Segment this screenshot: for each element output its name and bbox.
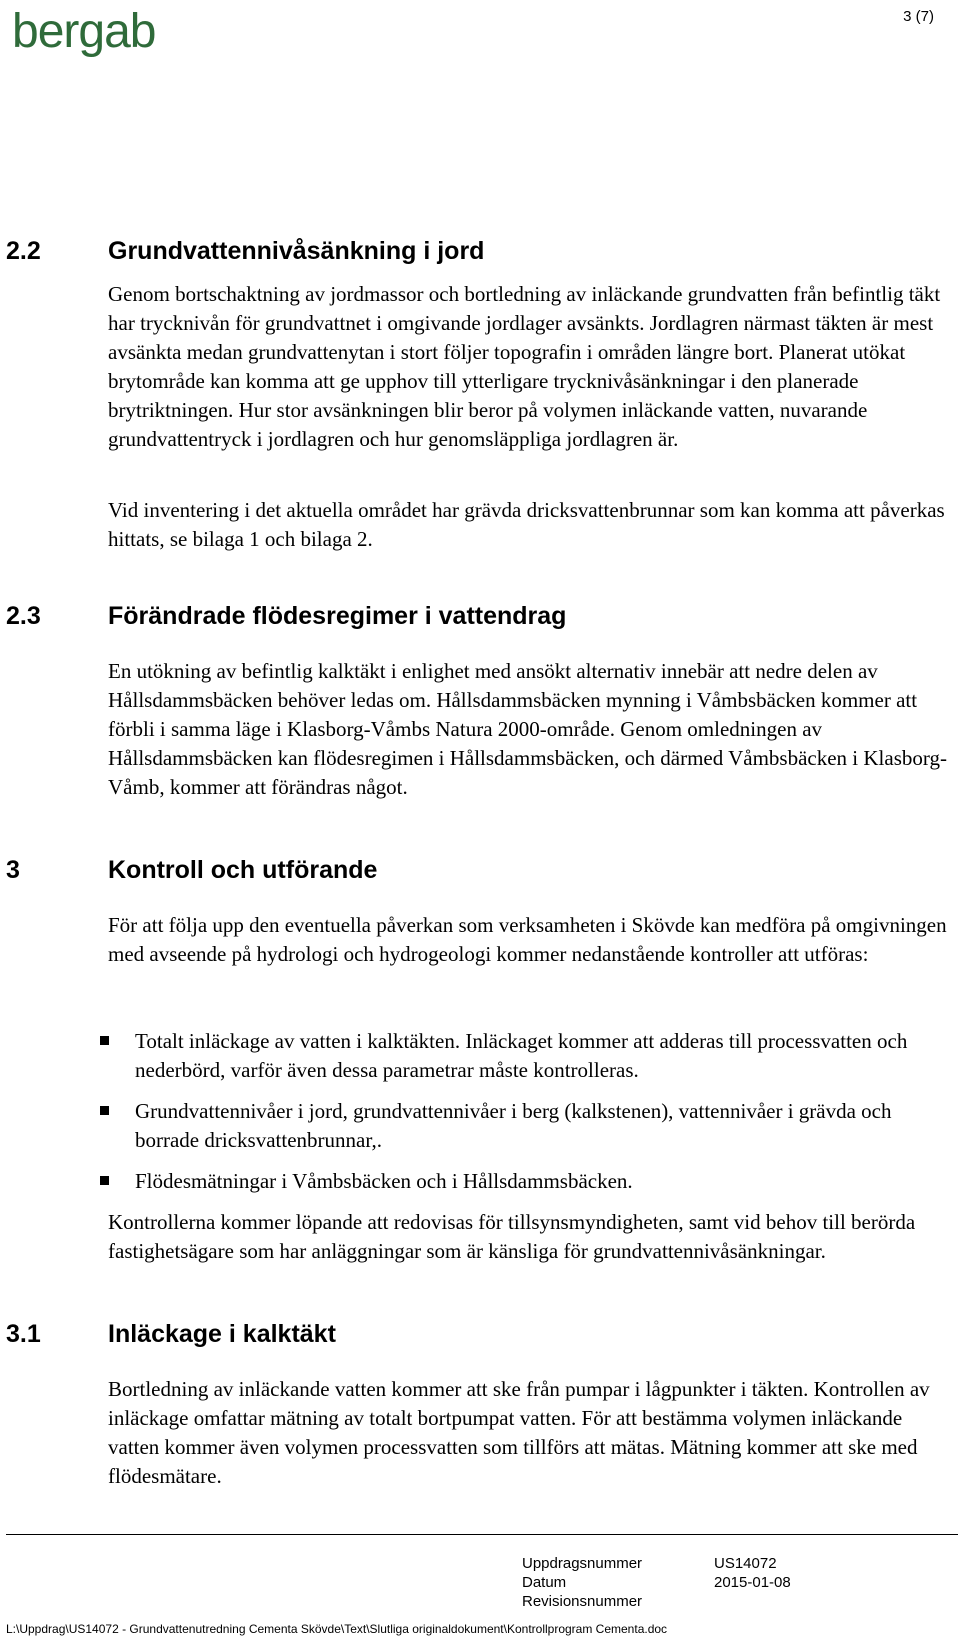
list-item — [100, 1027, 948, 1085]
heading-2-2 — [6, 236, 484, 266]
paragraph: Kontrollerna kommer löpande att redovisas för tillsynsmyndigheten, samt vid behov till berörda fastighetsägare som har anläggningar som är känsliga för grundvattennivåsänkningar. — [108, 1210, 916, 1263]
list-item-text: Grundvattennivåer i jord, grundvattennivåer i berg (kalkstenen), vattennivåer i grävda och borrade dricksvattenbrunnar,. — [135, 1099, 892, 1152]
paragraph: Genom bortschaktning av jordmassor och bortledning av inläckande grundvatten från befintlig täkt har trycknivån för grundvattnet i omgivande jordlager avsänkts. Jordlagren närmast täkten är mest avsänkta medan grundvattenytan i stort följer topografin i områden längre bort. Planerat utökat brytområde kan komma att ge upphov till ytterligare trycknivåsänkningar i den planerade brytriktningen. Hur stor avsänkningen blir beror på volymen inläckande vatten, nuvarande grundvattentryck i jordlagren och hur genomsläppliga jordlagren är. — [108, 282, 941, 451]
control-list — [100, 1027, 948, 1208]
paragraph: Vid inventering i det aktuella området har grävda dricksvattenbrunnar som kan komma att påverkas hittats, se bilaga 1 och bilaga 2. — [108, 498, 945, 551]
list-item-text: Flödesmätningar i Våmbsbäcken och i Hållsdammsbäcken. — [135, 1169, 633, 1193]
footer-value: 2015-01-08 — [714, 1574, 791, 1591]
heading-2-3 — [6, 601, 566, 631]
footer-label: Uppdragsnummer — [522, 1555, 643, 1572]
square-bullet-icon — [100, 1176, 109, 1185]
list-item — [100, 1167, 948, 1196]
square-bullet-icon — [100, 1106, 109, 1115]
file-path: L:\Uppdrag\US14072 - Grundvattenutredning Cementa Skövde\Text\Slutliga originaldokument\Kontrollprogram Cementa.doc — [6, 1622, 668, 1636]
heading-title: Förändrade flödesregimer i vattendrag — [108, 602, 567, 630]
heading-title: Kontroll och utförande — [108, 856, 378, 884]
paragraph: Bortledning av inläckande vatten kommer att ske från pumpar i lågpunkter i täkten. Kontrollen av inläckage omfattar mätning av totalt bortpumpat vatten. För att bestämma volymen inläckande vatten kommer även volymen processvatten som tillförs att mätas. Mätning kommer att ske med flödesmätare. — [108, 1377, 930, 1488]
footer-values — [714, 1554, 791, 1592]
footer-value: US14072 — [714, 1555, 777, 1572]
paragraph: En utökning av befintlig kalktäkt i enlighet med ansökt alternativ innebär att nedre delen av Hållsdammsbäcken behöver ledas om. Hållsdammsbäcken mynning i Våmbsbäcken kommer att förbli i samma läge i Klasborg-Våmbs Natura 2000-område. Genom omledningen av Hållsdammsbäcken kan flödesregimen i Hållsdammsbäcken, och därmed Våmbsbäcken i Klasborg-Våmb, kommer att förändras något. — [108, 659, 947, 799]
heading-3 — [6, 855, 377, 885]
square-bullet-icon — [100, 1036, 109, 1045]
footer-label: Datum — [522, 1574, 567, 1591]
footer-label: Revisionsnummer — [522, 1593, 643, 1610]
heading-number: 3 — [6, 856, 20, 884]
heading-number: 2.3 — [6, 602, 41, 630]
heading-number: 2.2 — [6, 237, 41, 265]
heading-title: Grundvattennivåsänkning i jord — [108, 237, 485, 265]
heading-number: 3.1 — [6, 1320, 41, 1348]
heading-title: Inläckage i kalktäkt — [108, 1320, 336, 1348]
paragraph: För att följa upp den eventuella påverkan som verksamheten i Skövde kan medföra på omgivningen med avseende på hydrologi och hydrogeologi kommer nedanstående kontroller att utföras: — [108, 913, 947, 966]
heading-3-1 — [6, 1319, 336, 1349]
list-item — [100, 1097, 948, 1155]
footer-labels — [522, 1554, 642, 1611]
company-logo: bergab — [12, 5, 156, 58]
footer-divider — [6, 1534, 958, 1535]
list-item-text: Totalt inläckage av vatten i kalktäkten. Inläckaget kommer att adderas till processvatten och nederbörd, varför även dessa parametrar måste kontrolleras. — [135, 1029, 908, 1082]
page-number: 3 (7) — [903, 8, 934, 25]
